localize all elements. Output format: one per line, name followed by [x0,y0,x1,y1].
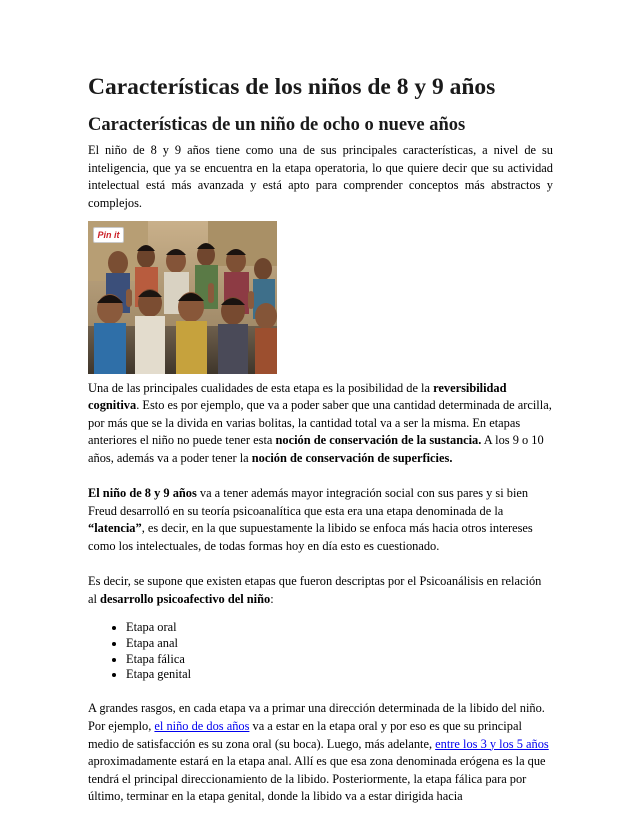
pin-it-button[interactable]: Pin it [93,227,124,243]
text-run: va a tener además mayor integración social con sus pares y si bien Freud desarrolló en su teoría psicoanalítica que esta era una etapa denominada de la [88,486,529,518]
reversibility-paragraph [88,380,553,468]
psychoanalysis-paragraph [88,573,553,608]
children-group-photo [88,221,277,374]
list-item: • Etapa genital [126,667,553,683]
bold-term-development: desarrollo psicoafectivo del niño [100,591,271,606]
text-run: Es decir, se supone que existen etapas que fueron descriptas por el Psicoanálisis en relación al [88,574,542,606]
two-years-link[interactable]: el niño de dos años [154,718,250,733]
text-run: va a estar en la etapa oral y por eso es que su principal medio de satisfacción es su zona oral (su boca). Luego, más adelante, [88,718,522,751]
children-photo-container [88,221,277,374]
list-item: • Etapa fálica [126,652,553,668]
bold-term-reversibility: reversibilidad cognitiva [88,380,507,413]
page-title: Características de los niños de 8 y 9 años [88,74,496,100]
bold-term-substance: noción de conservación de la sustancia. [275,433,482,448]
bold-term-surfaces: noción de conservación de superficies. [251,451,453,466]
list-item: • Etapa oral [126,620,553,636]
text-run: . Esto es por ejemplo, que va a poder saber que una cantidad determinada de arcilla, por más que se la divida en varias bolitas, la cantidad total va a ser la misma. En etapas anteriores el niño no puede tener esta [88,398,552,448]
intro-paragraph: El niño de 8 y 9 años tiene como una de sus principales características, a nivel de su inteligencia, que ya se encuentra en la etapa operatoria, lo que quiere decir que su actividad intelectual está más avanzada y está apto para comprender conceptos más abstractos y complejos. [88,143,553,211]
text-run: , es decir, en la que supuestamente la libido se enfoca más hacia otros intereses como los intelectuales, de todas formas hoy en día esto es cuestionado. [88,521,533,553]
bold-term-latency: “latencia” [88,521,142,536]
text-run: A los 9 o 10 años, además va a poder tener la [88,433,544,466]
document-page [88,74,553,824]
text-run: : [270,591,274,606]
latency-paragraph [88,485,553,555]
libido-paragraph [88,700,553,806]
stages-list [88,620,553,682]
list-item: • Etapa anal [126,636,553,652]
bold-term-child-age: El niño de 8 y 9 años [88,486,197,501]
text-run: aproximadamente estará en la etapa anal. Allí es que esa zona denominada erógena es la que tendrá el principal direccionamiento de la libido. Posteriormente, la etapa fálica para por último, terminar en la etapa genital, donde la libido va a estar dirigida hacia [88,754,546,804]
text-run: Una de las principales cualidades de esta etapa es la posibilidad de la [88,380,434,395]
three-to-five-years-link[interactable]: entre los 3 y los 5 años [435,736,549,751]
section-heading: Características de un niño de ocho o nueve años [88,115,466,136]
text-run: A grandes rasgos, en cada etapa va a primar una dirección determinada de la libido del niño. Por ejemplo, [88,701,545,733]
